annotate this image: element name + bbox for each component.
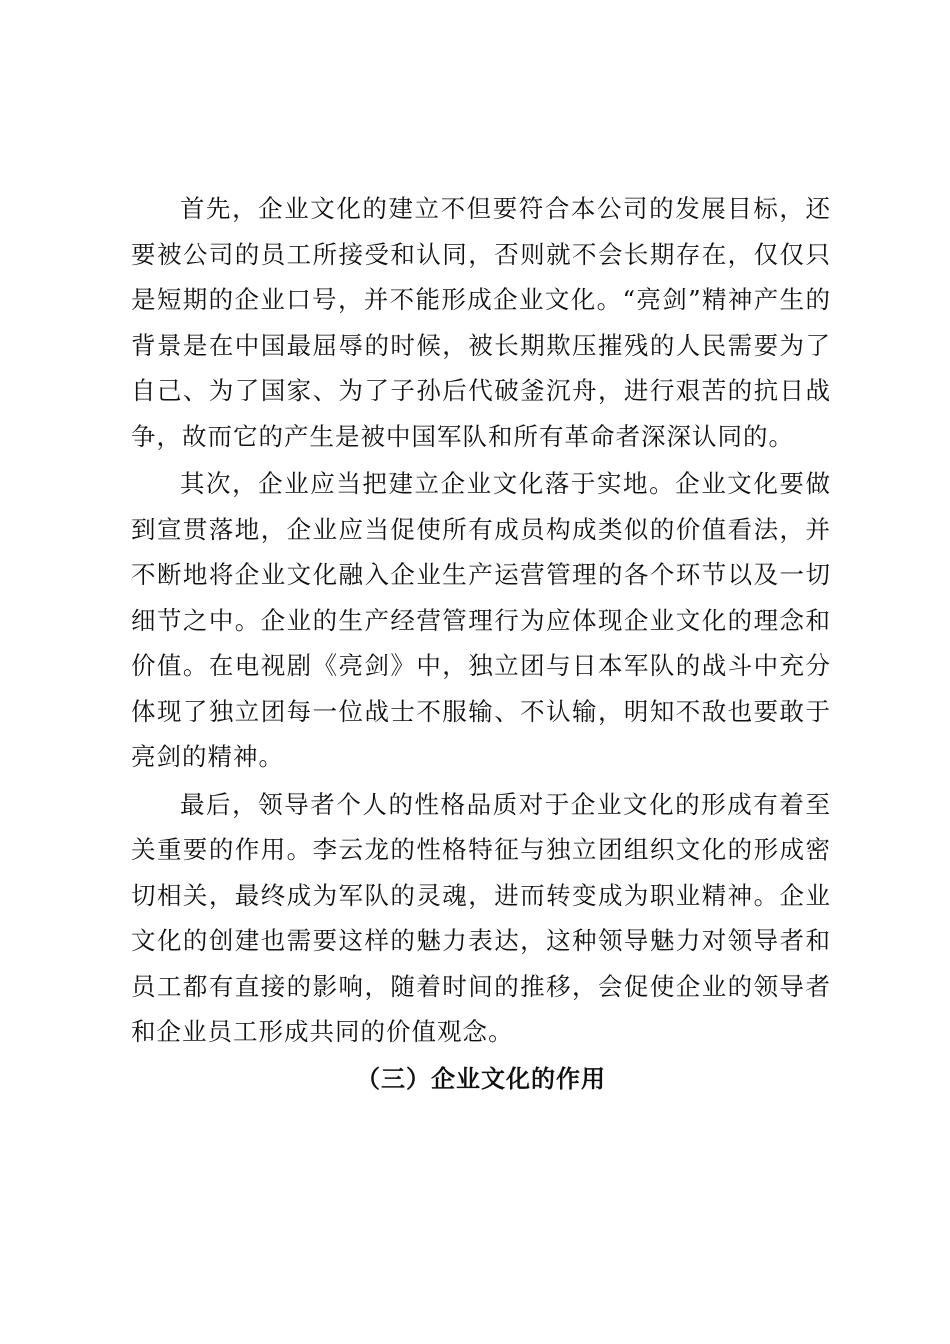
paragraph-first: 首先，企业文化的建立不但要符合本公司的发展目标，还要被公司的员工所接受和认同，否则就不会长期存在，仅仅只是短期的企业口号，并不能形成企业文化。“亮剑”精神产生的背景是在中国最屈辱的时候，被长期欺压摧残的人民需要为了自己、为了国家、为了子孙后代破釜沉舟，进行艰苦的抗日战争，故而它的产生是被中国军队和所有革命者深深认同的。	[131, 194, 831, 451]
paragraph-third: 最后，领导者个人的性格品质对于企业文化的形成有着至关重要的作用。李云龙的性格特征与独立团组织文化的形成密切相关，最终成为军队的灵魂，进而转变成为职业精神。企业文化的创建也需要这样的魅力表达，这种领导魅力对领导者和员工都有直接的影响，随着时间的推移，会促使企业的领导者和企业员工形成共同的价值观念。	[131, 789, 831, 1046]
section-heading: （三）企业文化的作用	[356, 1063, 606, 1093]
document-body	[131, 186, 831, 1103]
paragraph-second: 其次，企业应当把建立企业文化落于实地。企业文化要做到宣贯落地，企业应当促使所有成员构成类似的价值看法，并不断地将企业文化融入企业生产运营管理的各个环节以及一切细节之中。企业的生产经营管理行为应体现企业文化的理念和价值。在电视剧《亮剑》中，独立团与日本军队的战斗中充分体现了独立团每一位战士不服输、不认输，明知不敌也要敢于亮剑的精神。	[131, 469, 831, 771]
